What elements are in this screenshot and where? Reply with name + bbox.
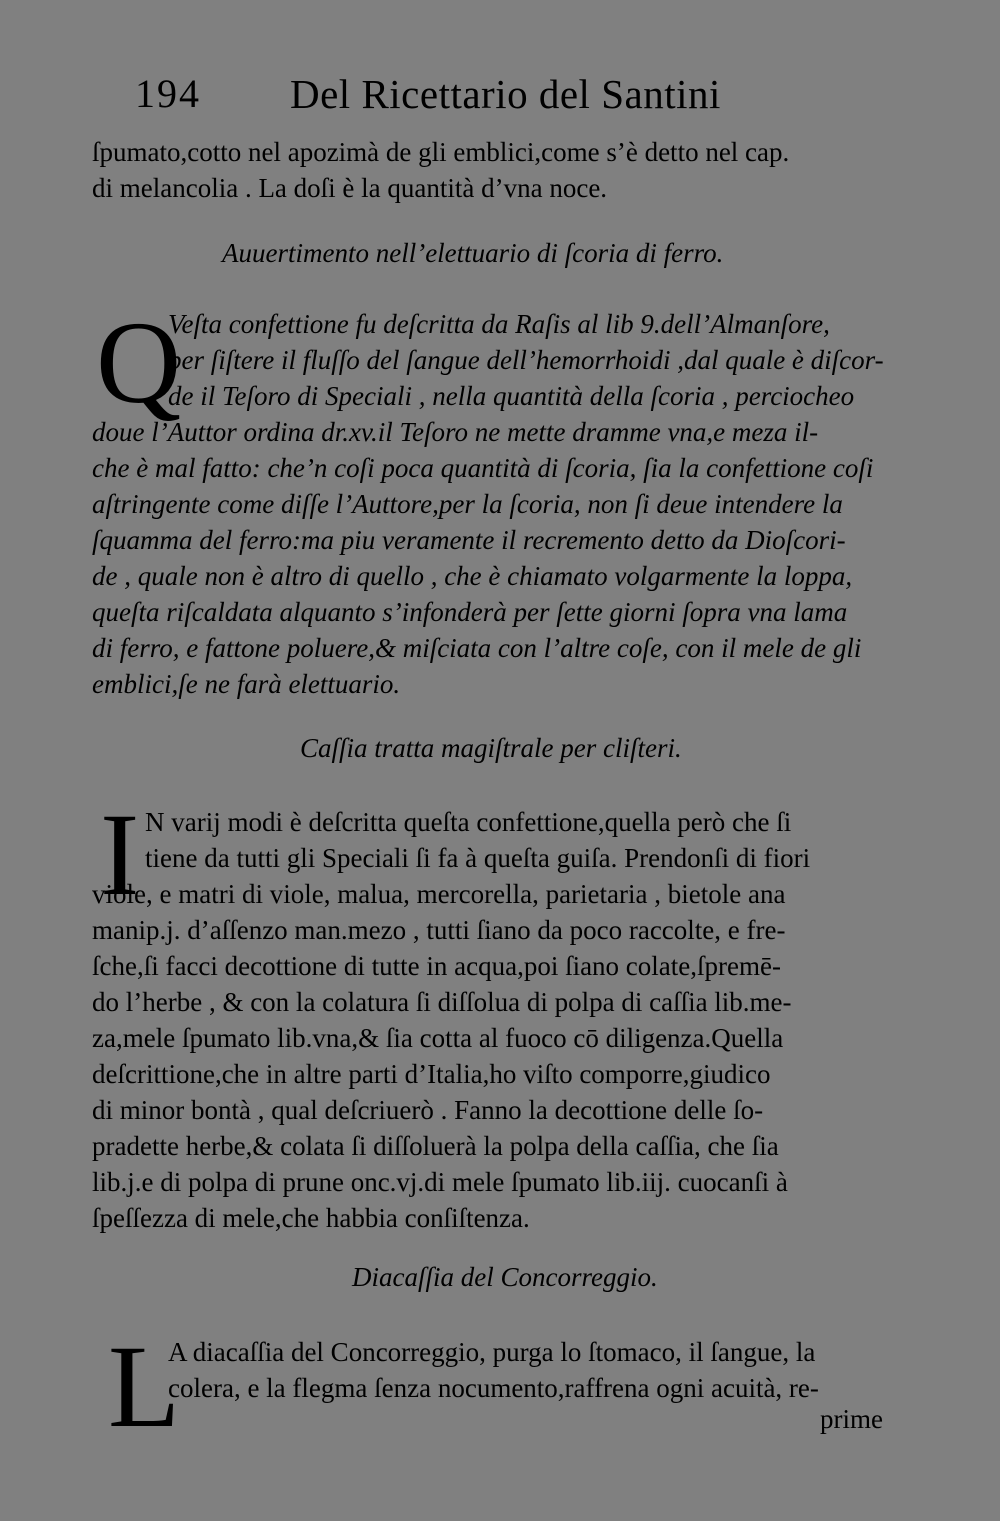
text-line: che è mal fatto: che’n coſi poca quantità di ſcoria, ſia la confettione coſi bbox=[92, 453, 874, 483]
section-heading-diacassia: Diacaſſia del Concorreggio. bbox=[352, 1262, 658, 1292]
text-line: A diacaſſia del Concorreggio, purga lo ſtomaco, il ſangue, la bbox=[168, 1337, 816, 1367]
text-line: Veſta confettione fu deſcritta da Raſis al lib 9.dell’Almanſore, bbox=[168, 309, 830, 339]
text-line: ſpumato,cotto nel apozimà de gli emblici,come s’è detto nel cap. bbox=[92, 137, 790, 167]
section-body-cassia-indent bbox=[145, 804, 945, 876]
drop-cap-l: L bbox=[108, 1321, 181, 1452]
text-line: za,mele ſpumato lib.vna,& ſia cotta al fuoco cō diligenza.Quella bbox=[92, 1023, 784, 1053]
text-line: aſtringente come diſſe l’Auttore,per la ſcoria, non ſi deue intendere la bbox=[92, 489, 843, 519]
text-line: pradette herbe,& colata ſi diſſoluerà la polpa della caſſia, che ſia bbox=[92, 1131, 779, 1161]
text-line: lib.j.e di polpa di prune onc.vj.di mele ſpumato lib.iij. cuocanſi à bbox=[92, 1167, 788, 1197]
section-heading-cassia: Caſſia tratta magiſtrale per cliſteri. bbox=[300, 733, 682, 763]
text-line: tiene da tutti gli Speciali ſi fa à queſta guiſa. Prendonſi di fiori bbox=[145, 843, 811, 873]
drop-cap-i: I bbox=[100, 789, 140, 920]
text-line: per ſiſtere il fluſſo del ſangue dell’hemorrhoidi ,dal quale è diſcor- bbox=[168, 345, 884, 375]
text-line: do l’herbe , & con la colatura ſi diſſolua di polpa di caſſia lib.me- bbox=[92, 987, 792, 1017]
page-header bbox=[135, 70, 775, 130]
catchword: prime bbox=[820, 1404, 883, 1434]
text-line: deſcrittione,che in altre parti d’Italia,ho viſto comporre,giudico bbox=[92, 1059, 771, 1089]
text-line: colera, e la flegma ſenza nocumento,raffrena ogni acuità, re- bbox=[168, 1373, 819, 1403]
text-line: manip.j. d’aſſenzo man.mezo , tutti ſiano da poco raccolte, e fre- bbox=[92, 915, 786, 945]
text-line: viole, e matri di viole, malua, mercorella, parietaria , bietole ana bbox=[92, 879, 786, 909]
section-heading-scoria: Auuertimento nell’elettuario di ſcoria di ferro. bbox=[222, 238, 724, 268]
text-line: ſquamma del ferro:ma piu veramente il recremento detto da Dioſcori- bbox=[92, 525, 846, 555]
page-number: 194 bbox=[135, 71, 201, 116]
text-line: ſche,ſi facci decottione di tutte in acqua,poi ſiano colate,ſpremē- bbox=[92, 951, 781, 981]
text-line: di melancolia . La doſi è la quantità d’vna noce. bbox=[92, 173, 608, 203]
text-line: de il Teſoro di Speciali , nella quantità della ſcoria , perciocheo bbox=[168, 381, 855, 411]
text-line: N varij modi è deſcritta queſta confettione,quella però che ſi bbox=[145, 807, 792, 837]
drop-cap-q: Q bbox=[96, 297, 182, 428]
running-title: Del Ricettario del Santini bbox=[290, 71, 721, 117]
text-line: queſta riſcaldata alquanto s’infonderà per ſette giorni ſopra vna lama bbox=[92, 597, 848, 627]
section-body-cassia bbox=[92, 876, 942, 1236]
section-body-scoria bbox=[92, 414, 942, 702]
continuation-text bbox=[92, 134, 942, 206]
text-line: di ferro, e fattone poluere,& miſciata con l’altre coſe, con il mele de gli bbox=[92, 633, 862, 663]
text-line: doue l’Auttor ordina dr.xv.il Teſoro ne mette dramme vna,e meza il- bbox=[92, 417, 819, 447]
text-line: ſpeſſezza di mele,che habbia conſiſtenza. bbox=[92, 1203, 530, 1233]
section-body-scoria-indent bbox=[168, 306, 948, 414]
text-line: emblici,ſe ne farà elettuario. bbox=[92, 669, 401, 699]
section-body-diacassia bbox=[168, 1334, 948, 1406]
text-line: de , quale non è altro di quello , che è chiamato volgarmente la loppa, bbox=[92, 561, 853, 591]
text-line: di minor bontà , qual deſcriuerò . Fanno la decottione delle ſo- bbox=[92, 1095, 764, 1125]
